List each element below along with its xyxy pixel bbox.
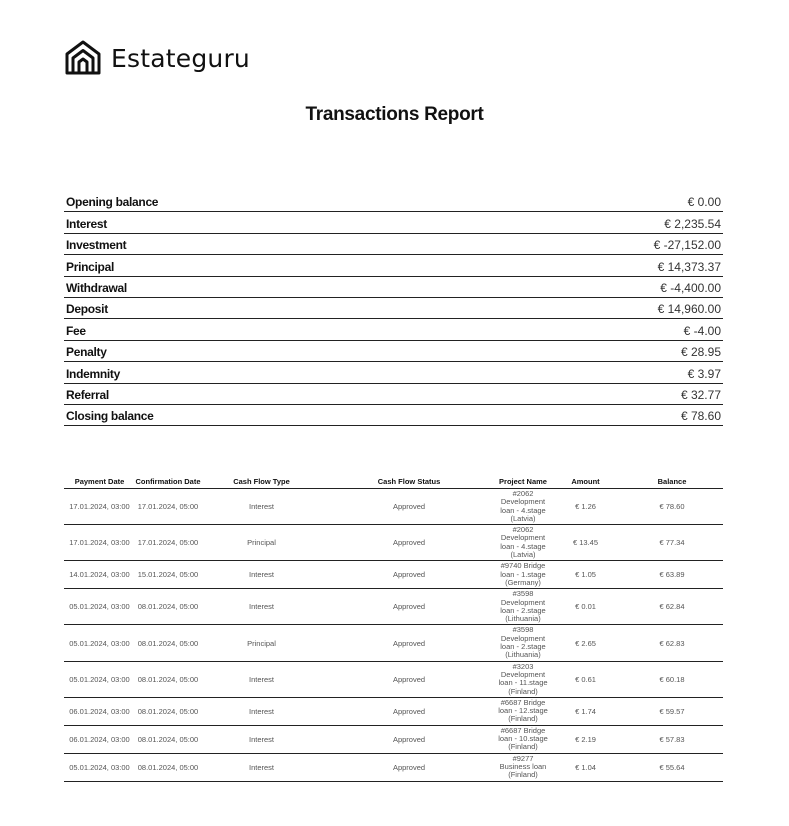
column-header: Cash Flow Status [322, 474, 496, 489]
cell-payment-date: 05.01.2024, 03:00 [64, 625, 135, 661]
cell-amount: € 1.05 [550, 561, 621, 589]
cell-payment-date: 17.01.2024, 03:00 [64, 489, 135, 525]
project-name-line: (Finland) [508, 770, 538, 780]
cell-balance: € 60.18 [621, 661, 723, 697]
project-name-line: Development [500, 597, 546, 607]
summary-label: Principal [66, 259, 114, 274]
project-name-line: loan - 4.stage [500, 541, 546, 551]
cell-status: Approved [322, 489, 496, 525]
summary-value: € -4.00 [683, 323, 721, 338]
project-name-line: #2062 [512, 525, 534, 535]
column-header: Payment Date [64, 474, 135, 489]
project-name-line: loan - 1.stage [500, 569, 546, 579]
cell-project [496, 561, 550, 589]
project-name-line: (Lithuania) [505, 650, 541, 660]
cell-amount: € 0.61 [550, 661, 621, 697]
table-row [64, 661, 723, 697]
cell-payment-date: 05.01.2024, 03:00 [64, 661, 135, 697]
cell-status: Approved [322, 697, 496, 725]
cell-balance: € 62.83 [621, 625, 723, 661]
cell-type: Interest [201, 489, 322, 525]
cell-confirmation-date: 08.01.2024, 05:00 [135, 661, 201, 697]
cell-type: Interest [201, 661, 322, 697]
column-header: Balance [621, 474, 723, 489]
column-header: Amount [550, 474, 621, 489]
cell-type: Interest [201, 561, 322, 589]
summary-value: € -27,152.00 [653, 238, 721, 253]
project-name-line: #3598 [512, 589, 534, 599]
project-name-line: loan - 10.stage [498, 734, 548, 744]
cell-status: Approved [322, 725, 496, 753]
summary-table [64, 191, 723, 426]
summary-row [64, 255, 723, 276]
summary-row [64, 191, 723, 212]
cell-status: Approved [322, 753, 496, 781]
cell-balance: € 77.34 [621, 525, 723, 561]
project-name-line: Development [500, 497, 546, 507]
table-row [64, 753, 723, 781]
project-name-line: (Germany) [505, 577, 541, 587]
summary-label: Deposit [66, 302, 108, 317]
cell-project [496, 697, 550, 725]
cell-project [496, 525, 550, 561]
cell-project [496, 625, 550, 661]
cell-confirmation-date: 08.01.2024, 05:00 [135, 589, 201, 625]
project-name-line: (Latvia) [510, 513, 536, 523]
project-name-line: #6687 Bridge [500, 725, 546, 735]
table-row [64, 697, 723, 725]
cell-confirmation-date: 08.01.2024, 05:00 [135, 725, 201, 753]
transactions-table [64, 474, 723, 782]
summary-label: Penalty [66, 345, 107, 360]
column-header: Confirmation Date [135, 474, 201, 489]
cell-payment-date: 05.01.2024, 03:00 [64, 589, 135, 625]
cell-type: Interest [201, 725, 322, 753]
cell-project [496, 589, 550, 625]
summary-value: € 32.77 [680, 387, 721, 402]
summary-value: € 3.97 [687, 366, 721, 381]
summary-row [64, 277, 723, 298]
brand-name: Estateguru [111, 43, 250, 73]
summary-row [64, 341, 723, 362]
cell-payment-date: 06.01.2024, 03:00 [64, 725, 135, 753]
project-name-line: loan - 11.stage [498, 678, 548, 688]
cell-type: Principal [201, 625, 322, 661]
cell-amount: € 0.01 [550, 589, 621, 625]
cell-project [496, 725, 550, 753]
summary-label: Investment [66, 238, 127, 253]
project-name-line: loan - 4.stage [500, 505, 546, 515]
summary-row [64, 319, 723, 340]
cell-balance: € 59.57 [621, 697, 723, 725]
cell-project [496, 661, 550, 697]
table-row [64, 625, 723, 661]
cell-amount: € 2.19 [550, 725, 621, 753]
summary-value: € 0.00 [687, 195, 721, 210]
cell-confirmation-date: 08.01.2024, 05:00 [135, 697, 201, 725]
project-name-line: (Lithuania) [505, 614, 541, 624]
summary-row [64, 298, 723, 319]
cell-confirmation-date: 15.01.2024, 05:00 [135, 561, 201, 589]
project-name-line: loan - 2.stage [500, 642, 546, 652]
cell-confirmation-date: 08.01.2024, 05:00 [135, 753, 201, 781]
project-name-line: Business loan [499, 761, 547, 771]
project-name-line: #6687 Bridge [500, 697, 546, 707]
project-name-line: (Latvia) [510, 550, 536, 560]
cell-amount: € 13.45 [550, 525, 621, 561]
project-name-line: (Finland) [508, 742, 538, 752]
cell-status: Approved [322, 561, 496, 589]
cell-amount: € 1.04 [550, 753, 621, 781]
column-header: Project Name [496, 474, 550, 489]
project-name-line: #3598 [512, 625, 534, 635]
cell-amount: € 1.26 [550, 489, 621, 525]
table-header-row [64, 474, 723, 489]
table-row [64, 561, 723, 589]
cell-project [496, 753, 550, 781]
cell-status: Approved [322, 661, 496, 697]
cell-balance: € 55.64 [621, 753, 723, 781]
summary-label: Withdrawal [66, 280, 127, 295]
project-name-line: loan - 2.stage [500, 605, 546, 615]
project-name-line: #2062 [512, 489, 534, 498]
cell-project [496, 489, 550, 525]
cell-balance: € 62.84 [621, 589, 723, 625]
summary-value: € 78.60 [680, 409, 721, 424]
project-name-line: #9277 [512, 753, 534, 763]
summary-label: Closing balance [66, 409, 154, 424]
summary-row [64, 384, 723, 405]
summary-row [64, 212, 723, 233]
summary-label: Interest [66, 216, 107, 231]
cell-payment-date: 17.01.2024, 03:00 [64, 525, 135, 561]
cell-payment-date: 05.01.2024, 03:00 [64, 753, 135, 781]
cell-amount: € 2.65 [550, 625, 621, 661]
summary-label: Indemnity [66, 366, 120, 381]
summary-value: € 14,373.37 [657, 259, 721, 274]
cell-status: Approved [322, 589, 496, 625]
cell-type: Principal [201, 525, 322, 561]
cell-status: Approved [322, 625, 496, 661]
table-row [64, 489, 723, 525]
project-name-line: #3203 [512, 661, 534, 671]
table-row [64, 589, 723, 625]
cell-payment-date: 06.01.2024, 03:00 [64, 697, 135, 725]
project-name-line: (Finland) [508, 686, 538, 696]
project-name-line: Development [500, 669, 546, 679]
summary-value: € 28.95 [680, 345, 721, 360]
cell-balance: € 57.83 [621, 725, 723, 753]
cell-balance: € 78.60 [621, 489, 723, 525]
cell-type: Interest [201, 753, 322, 781]
project-name-line: (Finland) [508, 714, 538, 724]
cell-status: Approved [322, 525, 496, 561]
table-row [64, 725, 723, 753]
summary-row [64, 234, 723, 255]
summary-label: Fee [66, 323, 86, 338]
summary-label: Referral [66, 387, 109, 402]
summary-label: Opening balance [66, 195, 159, 210]
summary-value: € -4,400.00 [660, 280, 721, 295]
project-name-line: #9740 Bridge [500, 561, 546, 571]
cell-amount: € 1.74 [550, 697, 621, 725]
project-name-line: Development [500, 633, 546, 643]
summary-value: € 14,960.00 [657, 302, 721, 317]
cell-confirmation-date: 17.01.2024, 05:00 [135, 525, 201, 561]
column-header: Cash Flow Type [201, 474, 322, 489]
cell-confirmation-date: 08.01.2024, 05:00 [135, 625, 201, 661]
project-name-line: loan - 12.stage [498, 706, 548, 716]
summary-row [64, 405, 723, 426]
cell-confirmation-date: 17.01.2024, 05:00 [135, 489, 201, 525]
table-row [64, 525, 723, 561]
summary-row [64, 362, 723, 383]
cell-type: Interest [201, 589, 322, 625]
cell-payment-date: 14.01.2024, 03:00 [64, 561, 135, 589]
report-title: Transactions Report [305, 104, 484, 125]
cell-type: Interest [201, 697, 322, 725]
summary-value: € 2,235.54 [664, 216, 721, 231]
brand-logo [64, 38, 250, 78]
project-name-line: Development [500, 533, 546, 543]
house-icon [64, 39, 102, 77]
cell-balance: € 63.89 [621, 561, 723, 589]
